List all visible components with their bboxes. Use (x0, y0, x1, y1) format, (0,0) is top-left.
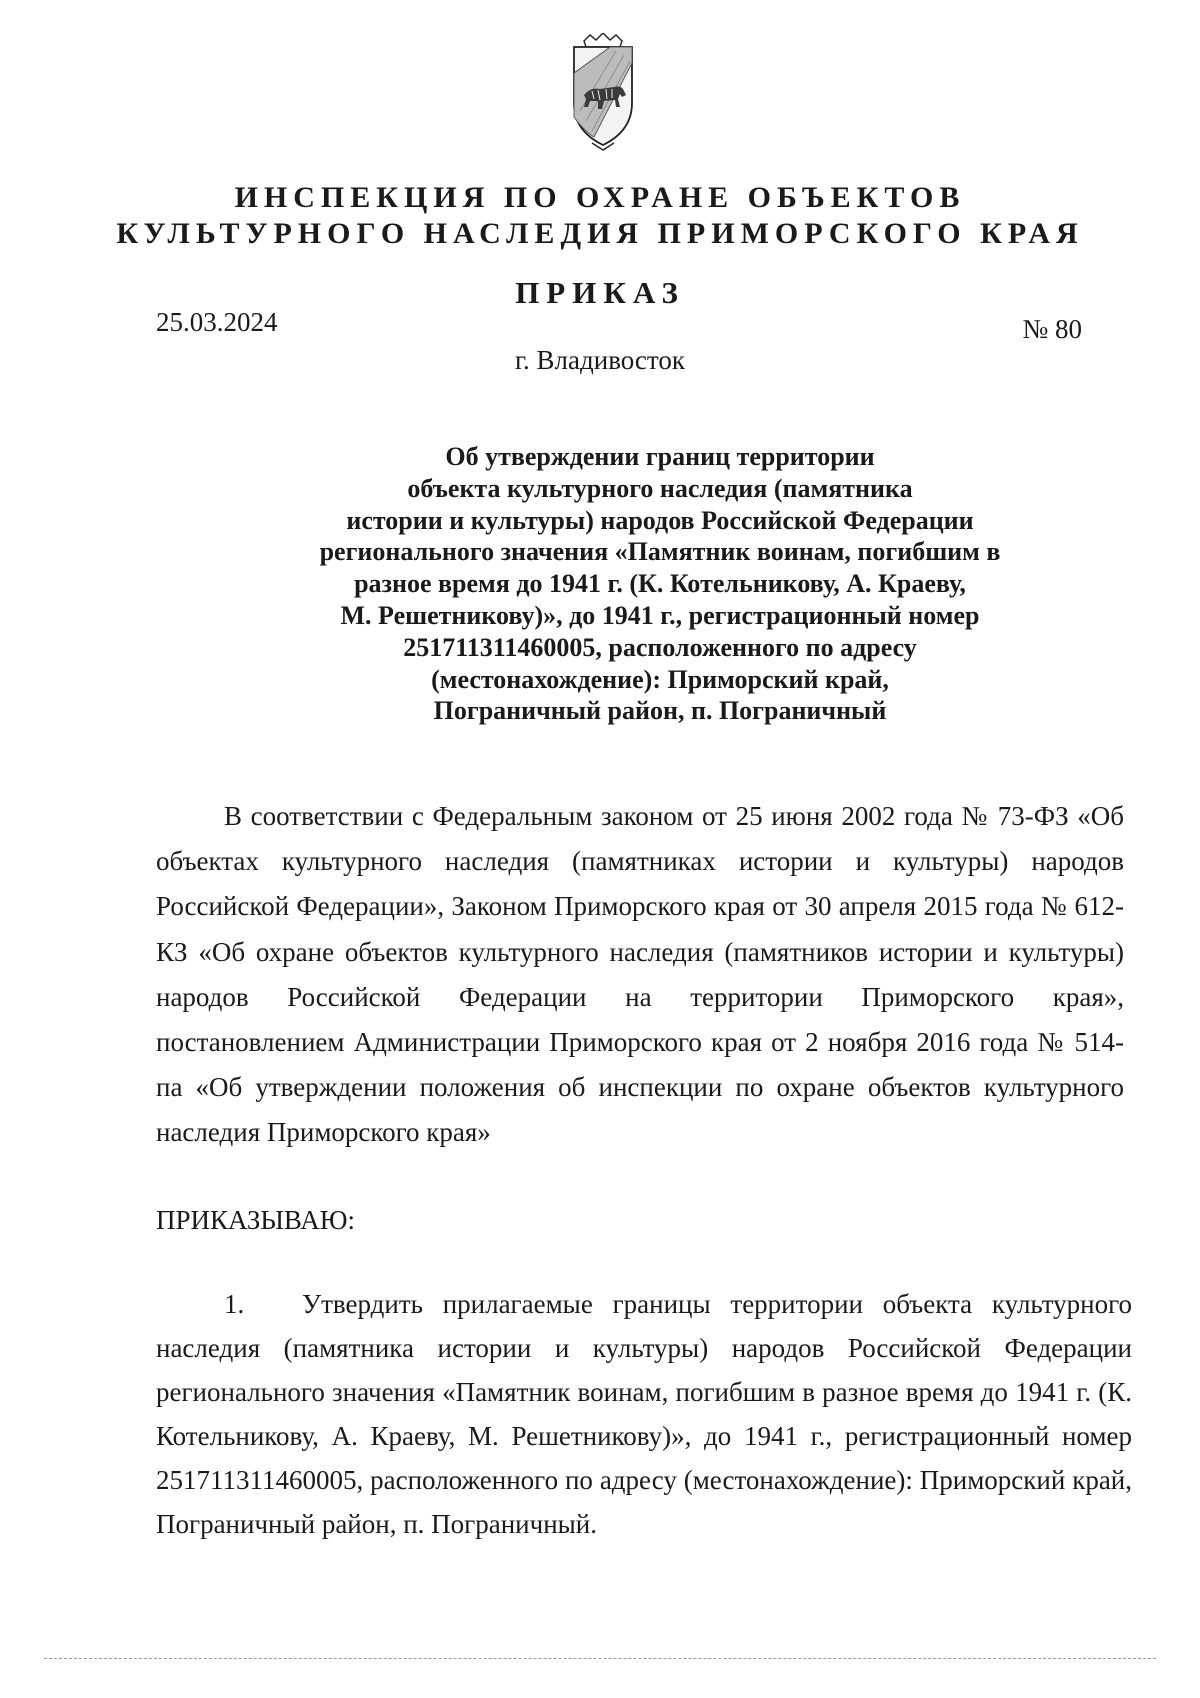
subject-line: Об утверждении границ территории (445, 442, 875, 471)
subject-line: 251711311460005, расположенного по адресу (403, 632, 917, 662)
document-subject (280, 441, 1040, 727)
subject-line: регионального значения «Памятник воинам, погибшим в (319, 537, 1001, 567)
organization-name-line-2: КУЛЬТУРНОГО НАСЛЕДИЯ ПРИМОРСКОГО КРАЯ (116, 217, 1084, 250)
document-date: 25.03.2024 (156, 307, 278, 337)
order-directive: ПРИКАЗЫВАЮ: (156, 1205, 355, 1235)
primorsky-krai-coat-of-arms-icon (570, 33, 636, 153)
subject-line: истории и культуры) народов Российской Федерации (346, 505, 974, 535)
document-number: № 80 (1022, 314, 1082, 344)
page-bottom-rule (44, 1658, 1156, 1659)
preamble-paragraph: В соответствии с Федеральным законом от 25 июня 2002 года № 73-ФЗ «Об объектах культурного наследия (памятниках истории и культуры) народов Российской Федерации», Законом Приморского края от 30 апреля 2015 года № 612-КЗ «Об охране объектов культурного наследия (памятников истории и культуры) народов Российской Федерации на территории Приморского края», постановлением Администрации Приморского края от 2 ноября 2016 года № 514-па «Об утверждении положения об инспекции по охране объектов культурного наследия Приморского края» (156, 801, 1124, 1148)
order-item-number: 1. (224, 1289, 245, 1319)
subject-line: разное время до 1941 г. (К. Котельникову, А. Краеву, (354, 569, 966, 599)
organization-name-line-1: ИНСПЕКЦИЯ ПО ОХРАНЕ ОБЪЕКТОВ (234, 181, 966, 214)
subject-line: (местонахождение): Приморский край, (431, 664, 889, 694)
order-item (156, 1282, 1132, 1546)
document-type-heading: ПРИКАЗ (515, 275, 685, 310)
order-item-text: Утвердить прилагаемые границы территории объекта культурного наследия (памятника истории и культуры) народов Российской Федерации регионального значения «Памятник воинам, погибшим в разное время до 1941 г. (К. Котельникову, А. Краеву, М. Решетникову)», до 1941 г., регистрационный номер 251711311460005, расположенного по адресу (местонахождение): Приморский край, Пограничный район, п. Пограничный. (156, 1289, 1132, 1539)
subject-line: объекта культурного наследия (памятника (407, 473, 913, 503)
document-city: г. Владивосток (515, 345, 685, 375)
subject-line: Пограничный район, п. Пограничный (433, 696, 887, 726)
subject-line: М. Решетникову)», до 1941 г., регистрационный номер (340, 600, 980, 630)
